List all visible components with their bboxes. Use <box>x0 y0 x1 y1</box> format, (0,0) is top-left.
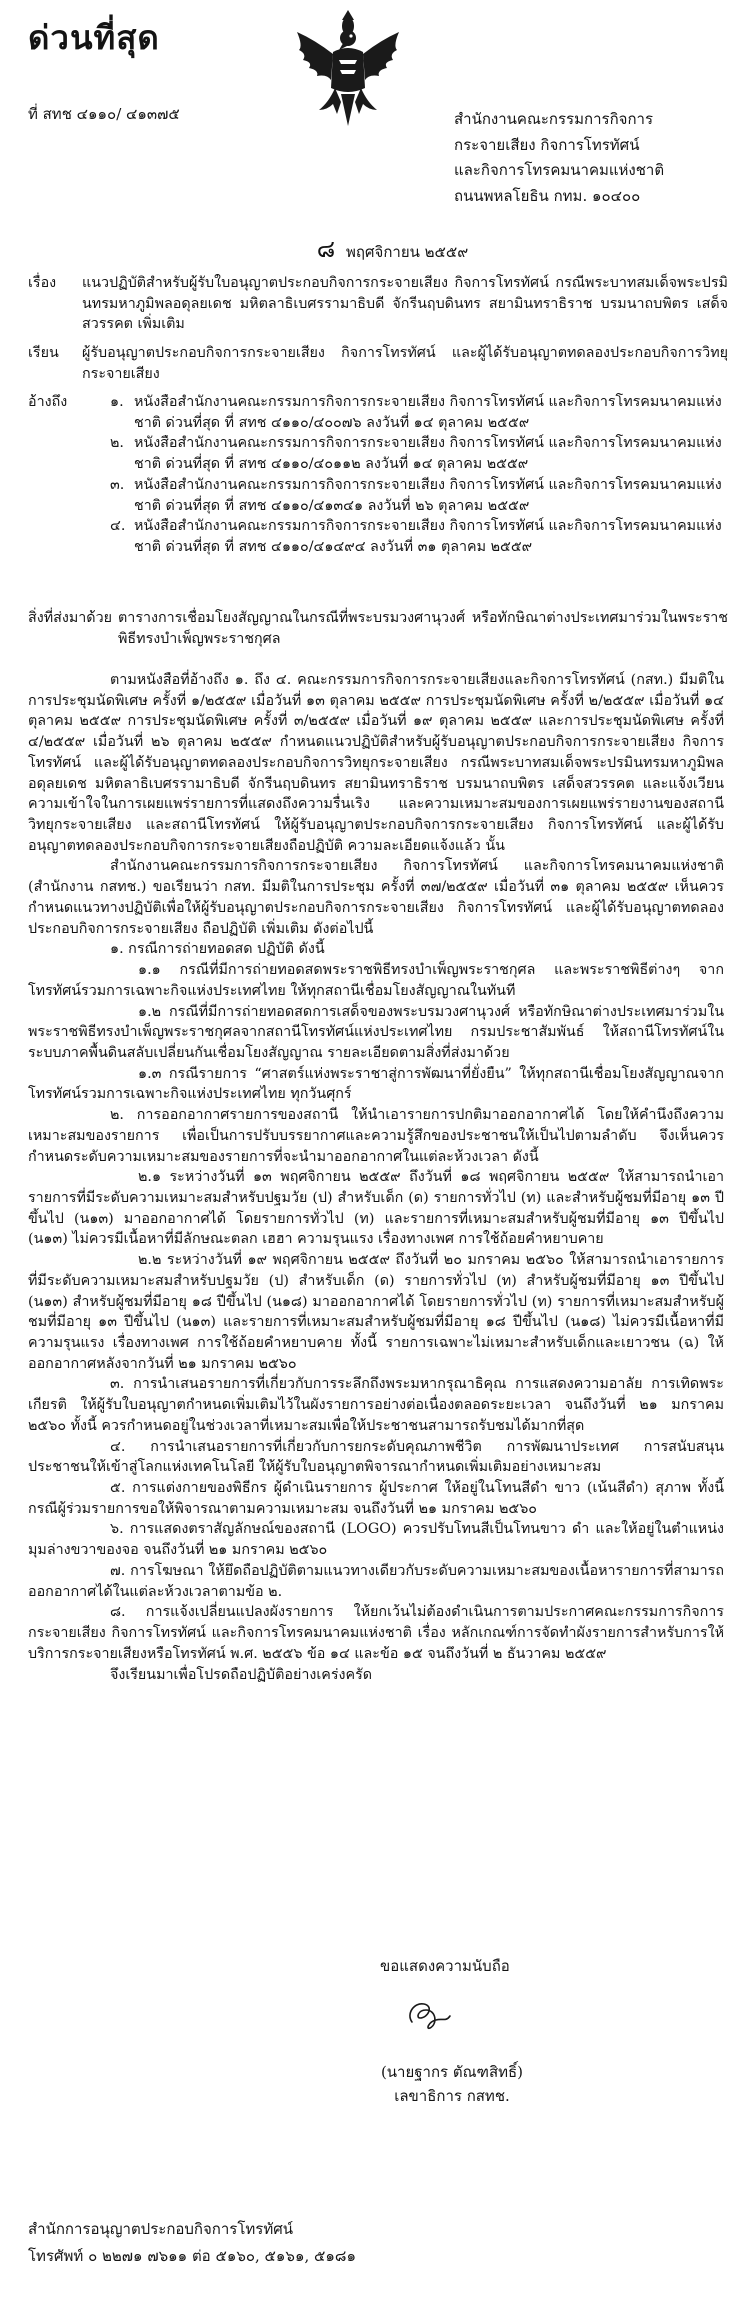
urgent-stamp: ด่วนที่สุด <box>28 18 160 57</box>
subject-label: เรื่อง <box>28 275 57 291</box>
reference-text: หนังสือสำนักงานคณะกรรมการกิจการกระจายเสียง กิจการโทรทัศน์ และกิจการโทรคมนาคมแห่งชาติ ด่วนที่สุด ที่ สทช ๔๑๑๐/๔๑๓๔๑ ลงวันที่ ๒๖ ตุลาคม ๒๕๕๙ <box>134 476 722 514</box>
letter-date <box>0 232 745 267</box>
agency-address-line: กระจายเสียง กิจการโทรทัศน์ <box>454 135 640 154</box>
reference-item <box>28 433 728 474</box>
body-subitem: ๑.๑ กรณีที่มีการถ่ายทอดสดพระราชพิธีทรงบำเพ็ญพระราชกุศล และพระราชพิธีต่างๆ จากโทรทัศน์รวมการเฉพาะกิจแห่งประเทศไทย ให้ทุกสถานีเชื่อมโยงสัญญาณในทันที <box>28 962 724 999</box>
recipient-label: เรียน <box>28 345 59 361</box>
body-closing-sentence: จึงเรียนมาเพื่อโปรดถือปฏิบัติอย่างเคร่งครัด <box>110 1666 373 1683</box>
subject-text: แนวปฏิบัติสำหรับผู้รับใบอนุญาตประกอบกิจการกระจายเสียง กิจการโทรทัศน์ กรณีพระบาทสมเด็จพระปรมินทรมหาภูมิพลอดุลยเดช มหิตลาธิเบศรรามาธิบดี จักรีนฤบดินทร สยามินทราธิราช บรมนาถบพิตร เสด็จสวรรคต เพิ่มเติม <box>82 275 728 333</box>
enclosure-text: ตารางการเชื่อมโยงสัญญาณในกรณีที่พระบรมวงศานุวงศ์ หรือทักษิณาต่างประเทศมาร่วมในพระราชพิธีทรงบำเพ็ญพระราชกุศล <box>118 610 728 647</box>
body-item: ๔. การนำเสนอรายการที่เกี่ยวกับการยกระดับคุณภาพชีวิต การพัฒนาประเทศ การสนับสนุนประชาชนให้เข้าสู่โลกแห่งเทคโนโลยี ให้ผู้รับใบอนุญาตพิจารณากำหนดเพิ่มเติมอย่างเหมาะสม <box>28 1438 724 1476</box>
document-number: ที่ สทช ๔๑๑๐/ ๔๑๓๗๕ <box>28 105 180 123</box>
body-paragraph: ตามหนังสือที่อ้างถึง ๑. ถึง ๔. คณะกรรมการกิจการกระจายเสียงและกิจการโทรทัศน์ (กสท.) มีมติในการประชุมนัดพิเศษ ครั้งที่ ๑/๒๕๕๙ เมื่อวันที่ ๑๓ ตุลาคม ๒๕๕๙ การประชุมนัดพิเศษ ครั้งที่ ๒/๒๕๕๙ เมื่อวันที่ ๑๔ ตุลาคม ๒๕๕๙ การประชุมนัดพิเศษ ครั้งที่ ๓/๒๕๕๙ เมื่อวันที่ ๑๙ ตุลาคม ๒๕๕๙ และการประชุมนัดพิเศษ ครั้งที่ ๔/๒๕๕๙ เมื่อวันที่ ๒๖ ตุลาคม ๒๕๕๙ กำหนดแนวปฏิบัติสำหรับผู้รับอนุญาตประกอบกิจการกระจายเสียง กิจการโทรทัศน์ และผู้ได้รับอนุญาตทดลองประกอบกิจการวิทยุกระจายเสียง กรณีพระบาทสมเด็จพระปรมินทรมหาภูมิพลอดุลยเดช มหิตลาธิเบศรรามาธิบดี จักรีนฤบดินทร สยามินทราธิราช บรมนาถบพิตร เสด็จสวรรคต และแจ้งเวียนความเข้าใจในการเผยแพร่รายการที่แสดงถึงความรื่นเริง และความเหมาะสมของการเผยแพร่รายงานของสถานีวิทยุกระจายเสียง และสถานีโทรทัศน์ ให้ผู้รับอนุญาตประกอบกิจการกระจายเสียง กิจการโทรทัศน์ และผู้ได้รับอนุญาตทดลองประกอบกิจการกระจายเสียงถือปฏิบัติ ความละเอียดแจ้งแล้ว นั้น <box>28 672 724 854</box>
body-item: ๗. การโฆษณา ให้ยึดถือปฏิบัติตามแนวทางเดียวกับระดับความเหมาะสมของเนื้อหารายการที่สามารถออกอากาศได้ในแต่ละห้วงเวลาตามข้อ ๒. <box>28 1562 724 1600</box>
body-subitem: ๑.๒ กรณีที่มีการถ่ายทอดสดการเสด็จของพระบรมวงศานุวงศ์ หรือทักษิณาต่างประเทศมาร่วมในพระราชพิธีทรงบำเพ็ญพระราชกุศลจากสถานีโทรทัศน์แห่งประเทศไทย กรมประชาสัมพันธ์ ให้สถานีโทรทัศน์ในระบบภาคพื้นดินสลับเปลี่ยนกันเชื่อมโยงสัญญาณ รายละเอียดตามสิ่งที่ส่งมาด้วย <box>28 1003 724 1061</box>
letter-body <box>28 670 724 1685</box>
recipient-text: ผู้รับอนุญาตประกอบกิจการกระจายเสียง กิจการโทรทัศน์ และผู้ได้รับอนุญาตทดลองประกอบกิจการวิทยุกระจายเสียง <box>82 345 728 382</box>
handwritten-signature-icon <box>398 1996 458 2032</box>
references-label: อ้างถึง <box>28 394 68 410</box>
references-list <box>28 392 728 558</box>
garuda-emblem-icon <box>293 10 403 128</box>
recipient-row <box>28 343 728 384</box>
enclosure-label: สิ่งที่ส่งมาด้วย <box>28 610 112 626</box>
reference-text: หนังสือสำนักงานคณะกรรมการกิจการกระจายเสียง กิจการโทรทัศน์ และกิจการโทรคมนาคมแห่งชาติ ด่วนที่สุด ที่ สทช ๔๑๑๐/๔๑๔๙๔ ลงวันที่ ๓๑ ตุลาคม ๒๕๕๙ <box>134 518 722 556</box>
agency-address-line: และกิจการโทรคมนาคมแห่งชาติ <box>454 161 665 179</box>
body-item: ๕. การแต่งกายของพิธีกร ผู้ดำเนินรายการ ผู้ประกาศ ให้อยู่ในโทนสีดำ ขาว (เน้นสีดำ) สุภาพ ทั้งนี้ กรณีผู้ร่วมรายการขอให้พิจารณาตามความเหมาะสม จนถึงวันที่ ๒๑ มกราคม ๒๕๖๐ <box>28 1480 724 1517</box>
body-item: ๖. การแสดงตราสัญลักษณ์ของสถานี (LOGO) ควรปรับโทนสีเป็นโทนขาว ดำ และให้อยู่ในตำแหน่งมุมล่างขวาของจอ จนถึงวันที่ ๒๑ มกราคม ๒๕๖๐ <box>28 1521 724 1559</box>
body-item: ๓. การนำเสนอรายการที่เกี่ยวกับการระลึกถึงพระมหากรุณาธิคุณ การแสดงความอาลัย การเทิดพระเกียรติ ให้ผู้รับใบอนุญาตกำหนดเพิ่มเติมไว้ในผังรายการอย่างต่อเนื่องตลอดระยะเวลา จนถึงวันที่ ๒๑ มกราคม ๒๕๖๐ ทั้งนี้ ควรกำหนดอยู่ในช่วงเวลาที่เหมาะสมเพื่อให้ประชาชนสามารถรับชมได้มากที่สุด <box>28 1376 724 1434</box>
signatory-name: (นายฐากร ตัณฑสิทธิ์) <box>380 2063 524 2081</box>
body-subitem: ๒.๑ ระหว่างวันที่ ๑๓ พฤศจิกายน ๒๕๕๙ ถึงวันที่ ๑๘ พฤศจิกายน ๒๕๕๙ ให้สามารถนำเอารายการที่มีระดับความเหมาะสมสำหรับปฐมวัย (ป) สำหรับเด็ก (ด) รายการทั่วไป (ท) และสำหรับผู้ชมที่มีอายุ ๑๓ ปีขึ้นไป (น๑๓) มาออกอากาศได้ โดยรายการทั่วไป (ท) และรายการที่เหมาะสมสำหรับผู้ชมที่มีอายุ ๑๓ ปีขึ้นไป (น๑๓) ไม่ควรมีเนื้อหาที่มีลักษณะตลก เฮฮา ความรุนแรง เรื่องทางเพศ การใช้ถ้อยคำหยาบคาย <box>28 1169 724 1248</box>
footer-office: สำนักการอนุญาตประกอบกิจการโทรทัศน์ <box>28 2220 294 2238</box>
footer-contact <box>28 2216 356 2270</box>
reference-text: หนังสือสำนักงานคณะกรรมการกิจการกระจายเสียง กิจการโทรทัศน์ และกิจการโทรคมนาคมแห่งชาติ ด่วนที่สุด ที่ สทช ๔๑๑๐/๔๐๐๗๖ ลงวันที่ ๑๔ ตุลาคม ๒๕๕๙ <box>134 394 722 431</box>
body-item: ๒. การออกอากาศรายการของสถานี ให้นำเอารายการปกติมาออกอากาศได้ โดยให้คำนึงถึงความเหมาะสมของรายการ เพื่อเป็นการปรับบรรยากาศและความรู้สึกของประชาชนให้เป็นไปตามลำดับ จึงเห็นควรกำหนดระดับความเหมาะสมของรายการที่จะนำมาออกอากาศในแต่ละห้วงเวลา ดังนี้ <box>28 1107 724 1165</box>
signatory-title: เลขาธิการ กสทช. <box>394 2087 510 2105</box>
reference-item <box>28 516 728 557</box>
body-item: ๘. การแจ้งเปลี่ยนแปลงผังรายการ ให้ยกเว้นไม่ต้องดำเนินการตามประกาศคณะกรรมการกิจการกระจายเสียง กิจการโทรทัศน์ และกิจการโทรคมนาคมแห่งชาติ เรื่อง หลักเกณฑ์การจัดทำผังรายการสำหรับการให้บริการกระจายเสียงหรือโทรทัศน์ พ.ศ. ๒๕๕๖ ข้อ ๑๔ และข้อ ๑๕ จนถึงวันที่ ๒ ธันวาคม ๒๕๕๙ <box>28 1604 724 1662</box>
agency-address <box>454 107 739 209</box>
reference-number: ๒. <box>110 435 124 452</box>
reference-item <box>28 475 728 516</box>
closing-salutation: ขอแสดงความนับถือ <box>380 1957 510 1975</box>
date-month-year: พฤศจิกายน ๒๕๕๙ <box>346 243 469 261</box>
reference-number: ๔. <box>110 518 126 535</box>
footer-phone: โทรศัพท์ ๐ ๒๒๗๑ ๗๖๑๑ ต่อ ๕๑๖๐, ๕๑๖๑, ๕๑๘๑ <box>28 2247 356 2265</box>
signatory-block <box>352 2060 552 2108</box>
reference-item <box>28 392 728 433</box>
subject-row <box>28 273 728 335</box>
reference-text: หนังสือสำนักงานคณะกรรมการกิจการกระจายเสียง กิจการโทรทัศน์ และกิจการโทรคมนาคมแห่งชาติ ด่วนที่สุด ที่ สทช ๔๑๑๐/๔๐๑๑๒ ลงวันที่ ๑๔ ตุลาคม ๒๕๕๙ <box>134 435 722 473</box>
body-item: ๑. กรณีการถ่ายทอดสด ปฏิบัติ ดังนี้ <box>110 941 325 958</box>
reference-number: ๑. <box>110 394 124 410</box>
agency-address-line: สำนักงานคณะกรรมการกิจการ <box>454 110 653 128</box>
date-day: ๘ <box>316 235 336 263</box>
enclosure-row <box>28 608 728 649</box>
agency-address-line: ถนนพหลโยธิน กทม. ๑๐๔๐๐ <box>454 186 641 205</box>
body-subitem: ๒.๒ ระหว่างวันที่ ๑๙ พฤศจิกายน ๒๕๕๙ ถึงวันที่ ๒๐ มกราคม ๒๕๖๐ ให้สามารถนำเอารายการที่มีระดับความเหมาะสมสำหรับปฐมวัย (ป) สำหรับเด็ก (ด) รายการทั่วไป (ท) สำหรับผู้ชมที่มีอายุ ๑๓ ปีขึ้นไป (น๑๓) สำหรับผู้ชมที่มีอายุ ๑๘ ปีขึ้นไป (น๑๘) มาออกอากาศได้ โดยรายการทั่วไป (ท) รายการที่เหมาะสมสำหรับผู้ชมที่มีอายุ ๑๓ ปีขึ้นไป (น๑๓) และรายการที่เหมาะสมสำหรับผู้ชมที่มีอายุ ๑๘ ปีขึ้นไป (น๑๘) ไม่ควรมีเนื้อหาที่มีความรุนแรง เรื่องทางเพศ การใช้ถ้อยคำหยาบคาย ทั้งนี้ รายการเฉพาะไม่เหมาะสำหรับเด็กและเยาวชน (ฉ) ให้ออกอากาศหลังจากวันที่ ๒๑ มกราคม ๒๕๖๐ <box>28 1252 724 1372</box>
body-subitem: ๑.๓ กรณีรายการ “ศาสตร์แห่งพระราชาสู่การพัฒนาที่ยั่งยืน” ให้ทุกสถานีเชื่อมโยงสัญญาณจากโทรทัศน์รวมการเฉพาะกิจแห่งประเทศไทย ทุกวันศุกร์ <box>28 1065 724 1103</box>
body-paragraph: สำนักงานคณะกรรมการกิจการกระจายเสียง กิจการโทรทัศน์ และกิจการโทรคมนาคมแห่งชาติ (สำนักงาน กสทช.) ขอเรียนว่า กสท. มีมติในการประชุม ครั้งที่ ๓๗/๒๕๕๙ เมื่อวันที่ ๓๑ ตุลาคม ๒๕๕๙ เห็นควรกำหนดแนวทางปฏิบัติเพื่อให้ผู้รับอนุญาตประกอบกิจการกระจายเสียง กิจการโทรทัศน์ และผู้ได้รับอนุญาตทดลองประกอบกิจการกระจายเสียง ถือปฏิบัติ เพิ่มเติม ดังต่อไปนี้ <box>28 858 724 937</box>
reference-number: ๓. <box>110 476 125 493</box>
